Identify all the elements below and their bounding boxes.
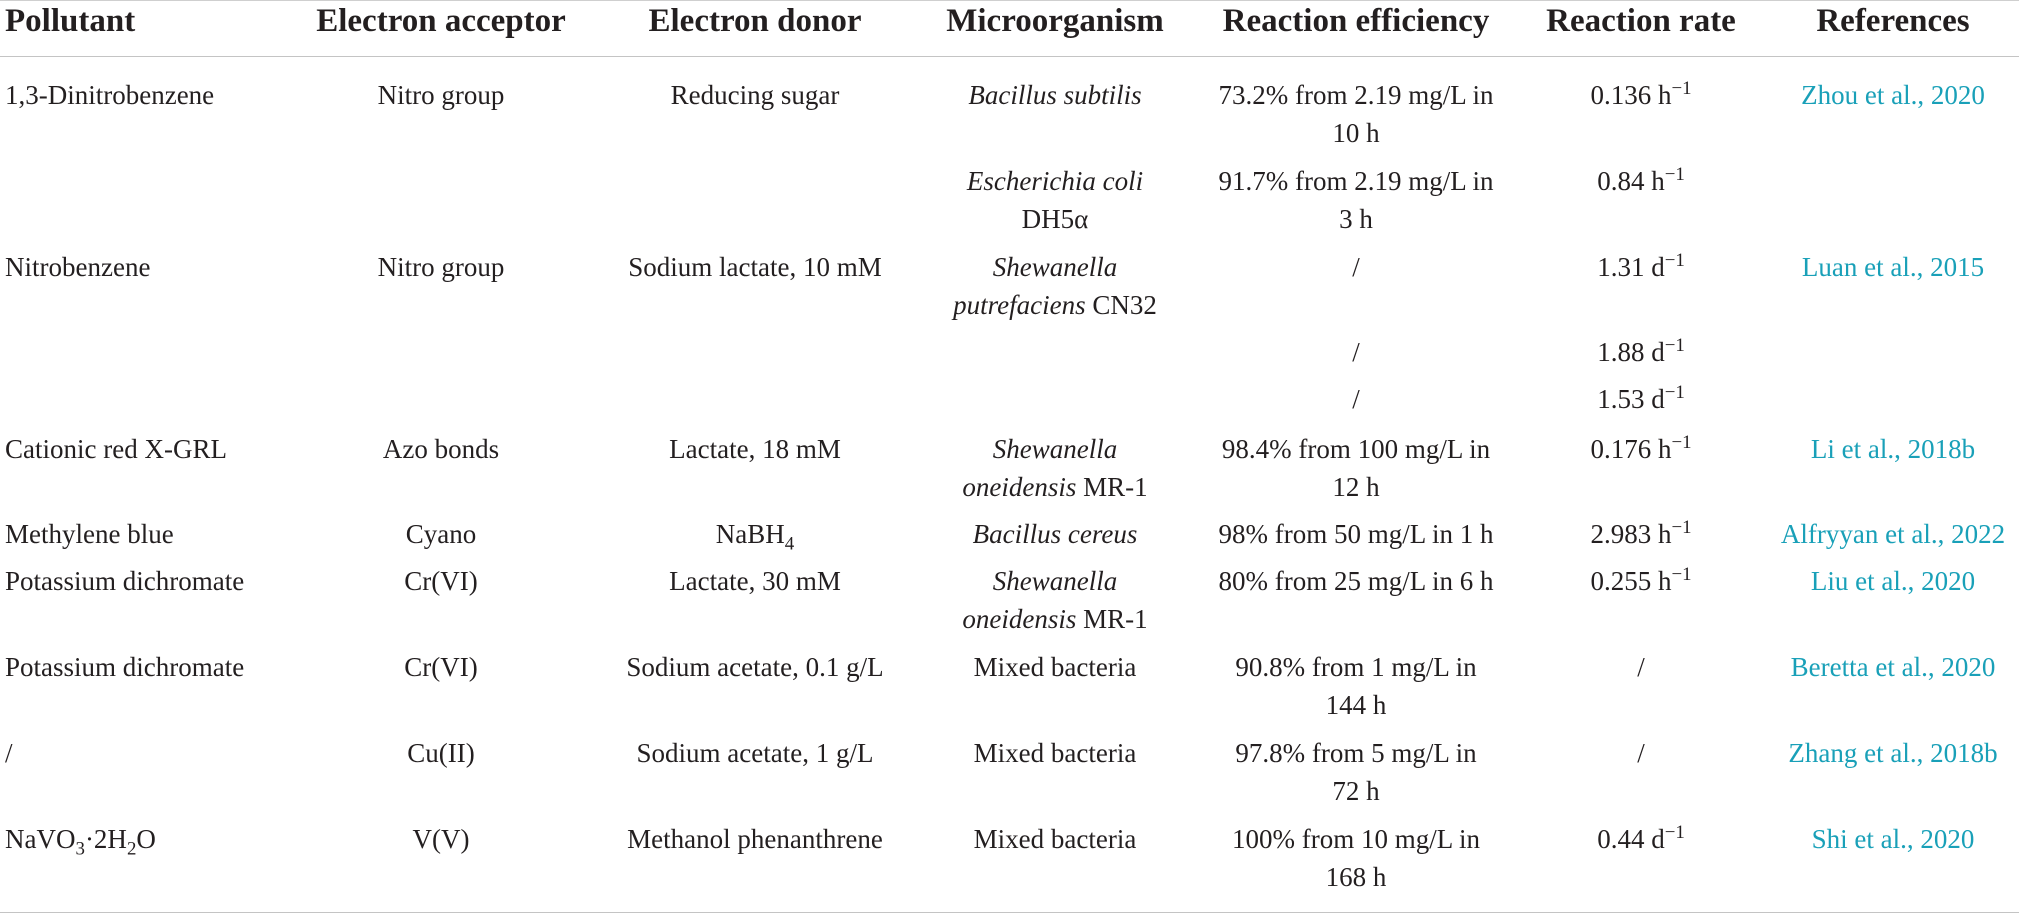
header-references: References (1816, 3, 1970, 39)
pollutant-cell: Methylene blue (5, 519, 174, 549)
acceptor-cell: Cr(VI) (404, 566, 478, 596)
efficiency-cell: 98% from 50 mg/L in 1 h (1218, 519, 1494, 549)
microorganism-cell: Mixed bacteria (973, 824, 1137, 854)
pollutant-cell: / (5, 738, 13, 768)
donor-cell: Methanol phenanthrene (627, 824, 883, 854)
reference-link[interactable]: Zhang et al., 2018b (1788, 738, 1998, 768)
acceptor-cell: Azo bonds (382, 434, 500, 464)
rate-cell: 0.255 $h^{-1}$ (1590, 564, 1692, 596)
efficiency-cell: 73.2% from 2.19 mg/L in 10 h (1218, 80, 1494, 148)
reference-link[interactable]: Shi et al., 2020 (1811, 824, 1975, 854)
donor-cell: Sodium lactate, 10 mM (628, 252, 882, 282)
efficiency-cell: 80% from 25 mg/L in 6 h (1218, 566, 1494, 596)
header-microorganism: Microorganism (946, 3, 1164, 39)
acceptor-cell: Cr(VI) (404, 652, 478, 682)
acceptor-cell: Cu(II) (407, 738, 475, 768)
microorganism-cell: Shewanella oneidensis MR-1 (962, 434, 1148, 502)
acceptor-cell: Nitro group (377, 80, 505, 110)
pollutant-cell: Nitrobenzene (5, 252, 151, 282)
efficiency-cell: / (1352, 252, 1360, 282)
rate-cell: / (1637, 652, 1645, 682)
header-electron-acceptor: Electron acceptor (316, 3, 566, 39)
header-reaction-efficiency: Reaction efficiency (1222, 3, 1490, 39)
donor-cell: Sodium acetate, 0.1 g/L (626, 652, 884, 682)
microorganism-cell: Bacillus subtilis (968, 80, 1142, 110)
acceptor-cell: V(V) (412, 824, 470, 854)
rate-cell: 0.84 $h^{-1}$ (1597, 164, 1685, 196)
acceptor-cell: Nitro group (377, 252, 505, 282)
microorganism-cell: Mixed bacteria (973, 652, 1137, 682)
header-pollutant: Pollutant (5, 3, 136, 39)
acceptor-cell: Cyano (405, 519, 477, 549)
efficiency-cell: 91.7% from 2.19 mg/L in 3 h (1218, 166, 1494, 234)
microorganism-cell: Escherichia coli DH5α (966, 166, 1144, 234)
rate-cell: 0.136 $h^{-1}$ (1590, 78, 1692, 110)
header-electron-donor: Electron donor (648, 3, 862, 39)
efficiency-cell: 98.4% from 100 mg/L in 12 h (1221, 434, 1491, 502)
reference-link[interactable]: Luan et al., 2015 (1801, 252, 1985, 282)
pollutant-cell: Potassium dichromate (5, 566, 245, 596)
donor-cell: Sodium acetate, 1 g/L (636, 738, 874, 768)
donor-cell: Reducing sugar (670, 80, 840, 110)
reference-link[interactable]: Li et al., 2018b (1810, 434, 1976, 464)
reference-link[interactable]: Zhou et al., 2020 (1801, 80, 1985, 110)
rate-cell: 2.983 $h^{-1}$ (1590, 517, 1692, 549)
reference-link[interactable]: Liu et al., 2020 (1810, 566, 1976, 596)
efficiency-cell: / (1352, 337, 1360, 367)
efficiency-cell: / (1352, 384, 1360, 414)
reference-link[interactable]: Beretta et al., 2020 (1790, 652, 1996, 682)
donor-cell: Lactate, 18 mM (669, 434, 841, 464)
header-reaction-rate: Reaction rate (1546, 3, 1736, 39)
efficiency-cell: 90.8% from 1 mg/L in 144 h (1235, 652, 1477, 720)
microorganism-cell: Mixed bacteria (973, 738, 1137, 768)
efficiency-cell: 100% from 10 mg/L in 168 h (1232, 824, 1480, 892)
pollutant-cell: 1,3-Dinitrobenzene (5, 80, 215, 110)
donor-cell: NaBH$_4$ (715, 519, 795, 555)
header-rule (0, 56, 2019, 57)
rate-cell: 0.176 $h^{-1}$ (1590, 432, 1692, 464)
pollutant-cell: $NaVO_3\cdot 2H_2O$ (5, 824, 156, 860)
microorganism-cell: Bacillus cereus (972, 519, 1138, 549)
reference-link[interactable]: Alfryyan et al., 2022 (1780, 519, 2006, 549)
pollutant-cell: Potassium dichromate (5, 652, 245, 682)
rate-cell: 1.31 $d^{-1}$ (1597, 250, 1685, 282)
rate-cell: 1.88 $d^{-1}$ (1597, 335, 1685, 367)
pollutant-cell: Cationic red X-GRL (5, 434, 227, 464)
rate-cell: 0.44 $d^{-1}$ (1597, 822, 1685, 854)
microorganism-cell: Shewanella putrefaciens CN32 (953, 252, 1157, 320)
donor-cell: Lactate, 30 mM (669, 566, 841, 596)
microorganism-cell: Shewanella oneidensis MR-1 (962, 566, 1148, 634)
efficiency-cell: 97.8% from 5 mg/L in 72 h (1235, 738, 1477, 806)
rate-cell: 1.53 $d^{-1}$ (1597, 382, 1685, 414)
table-bottom-rule (0, 912, 2019, 913)
rate-cell: / (1637, 738, 1645, 768)
